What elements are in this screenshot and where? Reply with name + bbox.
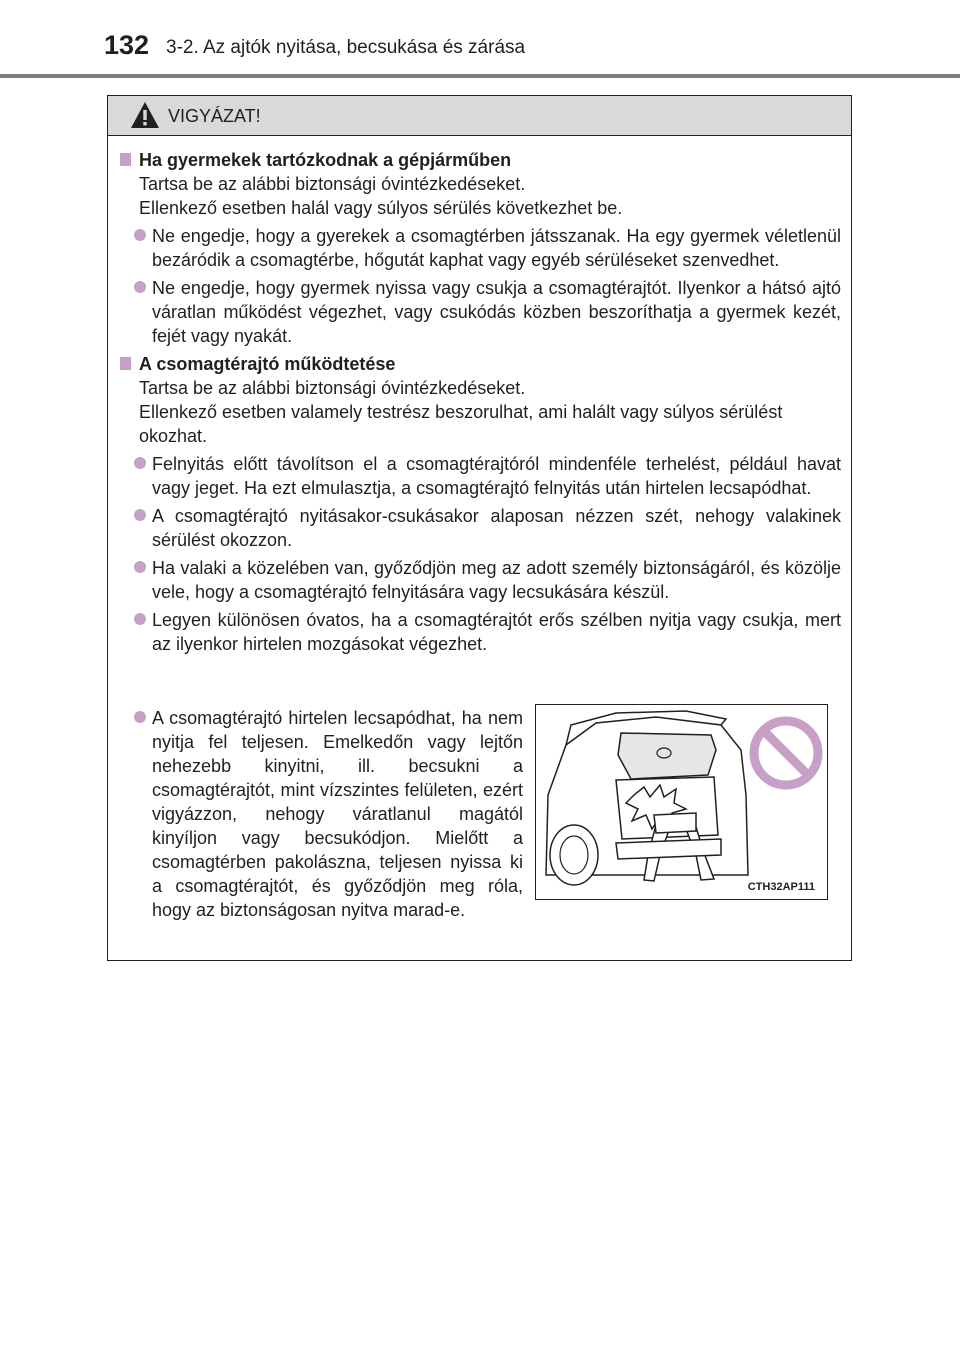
circle-bullet-icon [134,281,146,293]
page-header [0,0,960,80]
warning-title: VIGYÁZAT! [168,106,261,126]
header-divider [0,74,960,78]
section-heading: Ha gyermekek tartózkodnak a gépjárműben [114,148,851,172]
square-bullet-icon [120,357,131,370]
warning-box [107,95,852,961]
warning-triangle-icon [130,101,160,129]
intro-line: Ellenkező esetben valamely testrész beszorulhat, ami halált vagy súlyos sérülést okozhat. [139,402,783,446]
warning-content [108,148,851,656]
list-item: Ne engedje, hogy gyermek nyissa vagy csukja a csomagtérajtót. Ilyenkor a hátsó ajtó váratlan működést végezhet, vagy csukódás közben beszoríthatja a gyermek kezét, fejét vagy nyakát. [152,276,841,348]
section-title: 3-2. Az ajtók nyitása, becsukása és zárása [166,37,526,58]
figure-code: CTH32AP111 [747,881,815,893]
car-tailgate-illustration [536,705,826,898]
page-number: 132 [104,30,150,60]
section-heading: A csomagtérajtó működtetése [114,352,851,376]
square-bullet-icon [120,153,131,166]
intro-line: Tartsa be az alábbi biztonsági óvintézkedéseket. [139,378,526,398]
circle-bullet-icon [134,561,146,573]
circle-bullet-icon [134,711,146,723]
list-item: A csomagtérajtó nyitásakor-csukásakor alaposan nézzen szét, nehogy valakinek sérülést okozzon. [152,504,841,552]
list-item: Legyen különösen óvatos, ha a csomagtérajtót erős szélben nyitja vagy csukja, mert az ilyenkor hirtelen mozgásokat végezhet. [152,608,841,656]
last-bullet-row [108,704,851,944]
circle-bullet-icon [134,229,146,241]
warning-header [108,96,851,136]
illustration [535,704,828,900]
intro-line: Tartsa be az alábbi biztonsági óvintézkedéseket. [139,174,526,194]
list-item: Felnyitás előtt távolítson el a csomagtérajtóról mindenféle terhelést, például havat vagy jeget. Ha ezt elmulasztja, a csomagtérajtó felnyitás után hirtelen lecsapódhat. [152,452,841,500]
list-item: Ne engedje, hogy a gyerekek a csomagtérben játsszanak. Ha egy gyermek véletlenül bezáródik a csomagtérbe, hőgutát kaphat vagy egyéb sérüléseket szenvedhet. [152,224,841,272]
circle-bullet-icon [134,457,146,469]
list-item: Ha valaki a közelében van, győződjön meg az adott személy biztonságáról, és közölje vele, hogy a csomagtérajtó felnyitására vagy lecsukására készül. [152,556,841,604]
list-item: A csomagtérajtó hirtelen lecsapódhat, ha nem nyitja fel teljesen. Emelkedőn vagy lejtőn nehezebb kinyitni, ill. becsukni a csomagtérajtót, mint vízszintes felületen, ezért vigyázzon, nehogy váratlanul magától kinyíljon vagy becsukódjon. Mielőtt a csomagtérben pakolászna, teljesen nyissa ki a csomagtérajtót, és győződjön meg róla, hogy az biztonságosan nyitva marad-e. [152,706,523,922]
intro-line: Ellenkező esetben halál vagy súlyos sérülés következhet be. [139,198,623,218]
circle-bullet-icon [134,509,146,521]
circle-bullet-icon [134,613,146,625]
